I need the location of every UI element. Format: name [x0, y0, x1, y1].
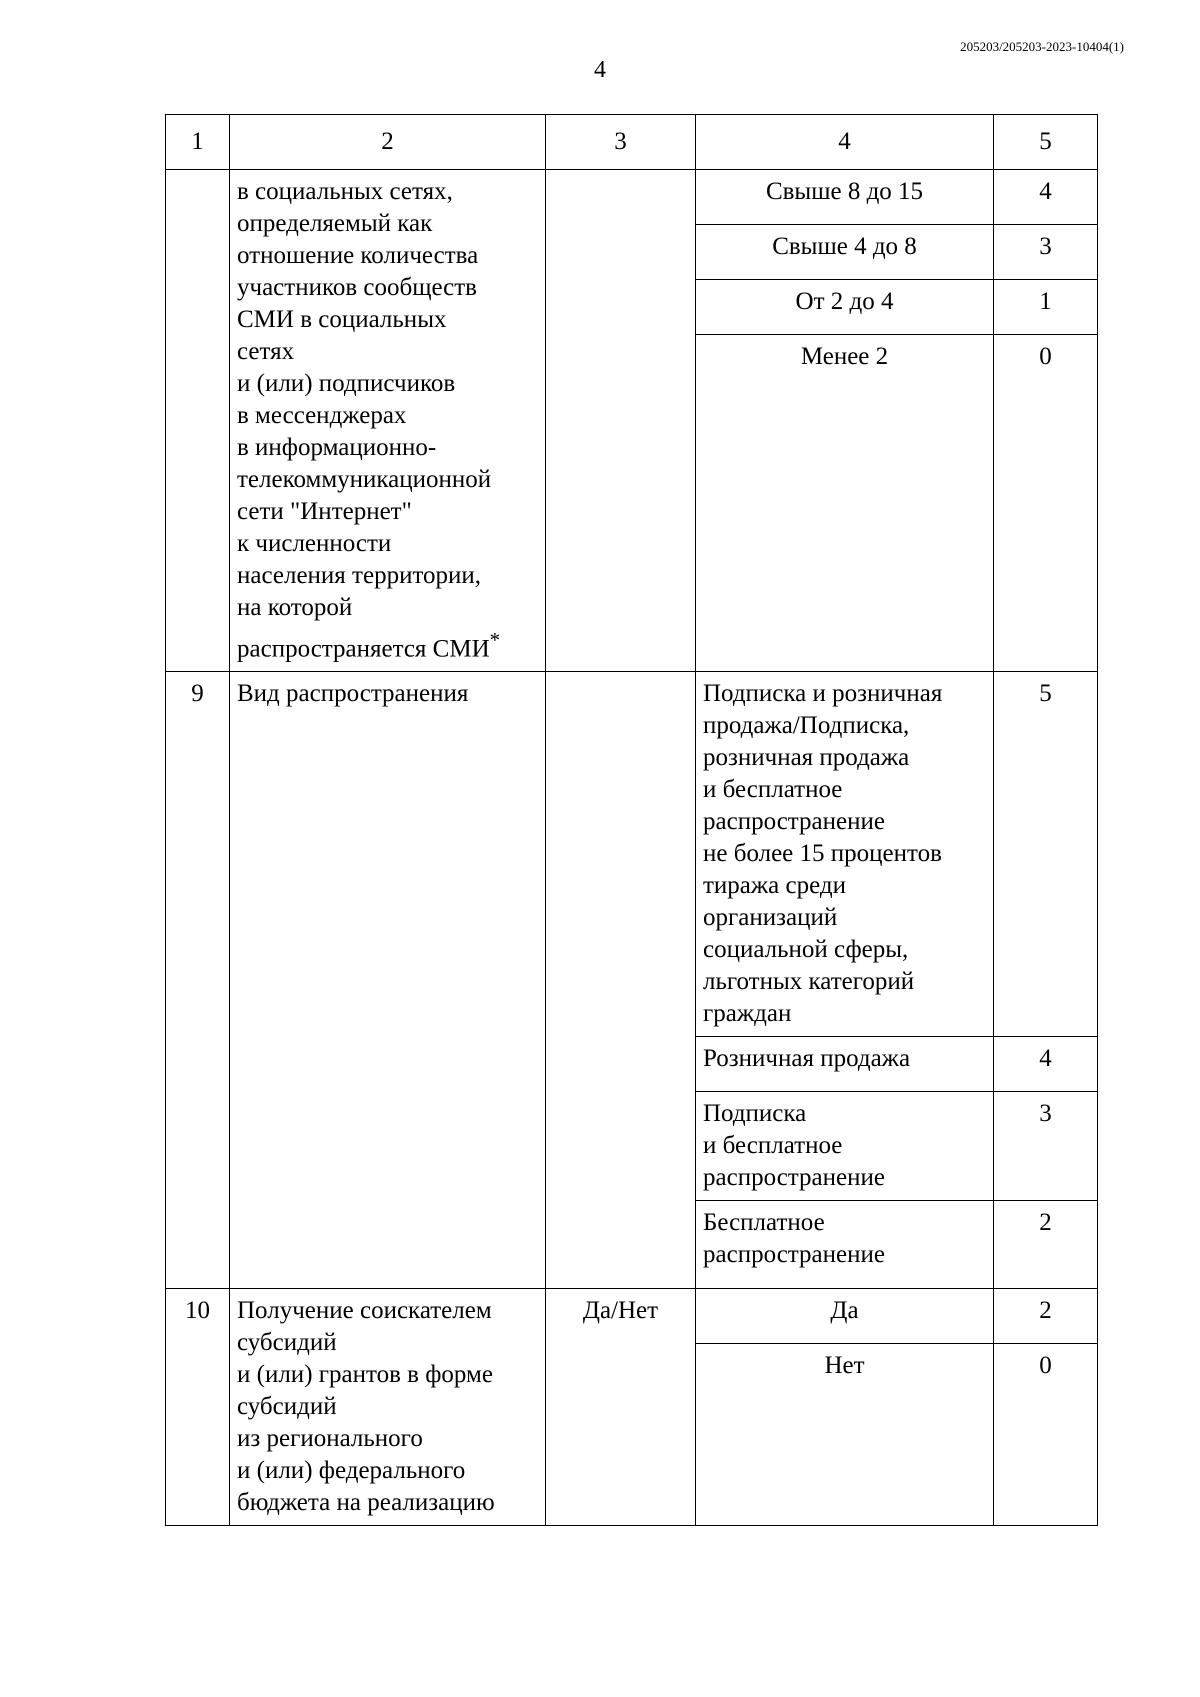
page-number: 4 [594, 57, 606, 83]
option-label: Подписка и бесплатное распространение [696, 1092, 994, 1201]
option-label: Да [696, 1289, 994, 1344]
option-label: Свыше 4 до 8 [696, 225, 994, 280]
row10-criterion: Получение соискателем субсидий и (или) грантов в форме субсидий из регионального и (или) федерального бюджета на реализацию [230, 1289, 546, 1526]
option-score: 3 [994, 1092, 1098, 1201]
criteria-table [165, 114, 1098, 1526]
row8-criterion-text: в социальных сетях, определяемый как отношение количества участников сообществ СМИ в социальных сетях и (или) подписчиков в мессенджерах в информационно- телекоммуникационной сети "Интернет" к численности населения территории, на которой распространяется СМИ [237, 178, 492, 663]
option-label: Розничная продажа [696, 1037, 994, 1092]
option-score: 1 [994, 280, 1098, 335]
row10-num: 10 [166, 1289, 230, 1526]
row9-num: 9 [166, 672, 230, 1289]
option-score: 2 [994, 1201, 1098, 1289]
option-score: 5 [994, 672, 1098, 1037]
option-label: Подписка и розничная продажа/Подписка, розничная продажа и бесплатное распространение не более 15 процентов тиража среди организаций социальной сферы, льготных категорий граждан [696, 672, 994, 1037]
option-label: Менее 2 [696, 335, 994, 672]
header-col-3: 3 [546, 115, 696, 170]
option-score: 0 [994, 1344, 1098, 1526]
option-score: 3 [994, 225, 1098, 280]
row8-num [166, 170, 230, 672]
table-header-row [166, 115, 1098, 170]
option-score: 4 [994, 170, 1098, 225]
header-col-2: 2 [230, 115, 546, 170]
row9-unit [546, 672, 696, 1289]
option-label: От 2 до 4 [696, 280, 994, 335]
header-col-5: 5 [994, 115, 1098, 170]
option-score: 0 [994, 335, 1098, 672]
row8-unit [546, 170, 696, 672]
header-col-4: 4 [696, 115, 994, 170]
row8-criterion [230, 170, 546, 672]
row9-criterion: Вид распространения [230, 672, 546, 1289]
option-label: Нет [696, 1344, 994, 1526]
option-label: Бесплатное распространение [696, 1201, 994, 1289]
table-row [166, 170, 1098, 225]
row10-unit: Да/Нет [546, 1289, 696, 1526]
footnote-mark: * [489, 628, 501, 652]
table-row [166, 672, 1098, 1037]
option-score: 4 [994, 1037, 1098, 1092]
option-score: 2 [994, 1289, 1098, 1344]
header-col-1: 1 [166, 115, 230, 170]
document-id: 205203/205203-2023-10404(1) [960, 39, 1124, 54]
option-label: Свыше 8 до 15 [696, 170, 994, 225]
table-row [166, 1289, 1098, 1344]
